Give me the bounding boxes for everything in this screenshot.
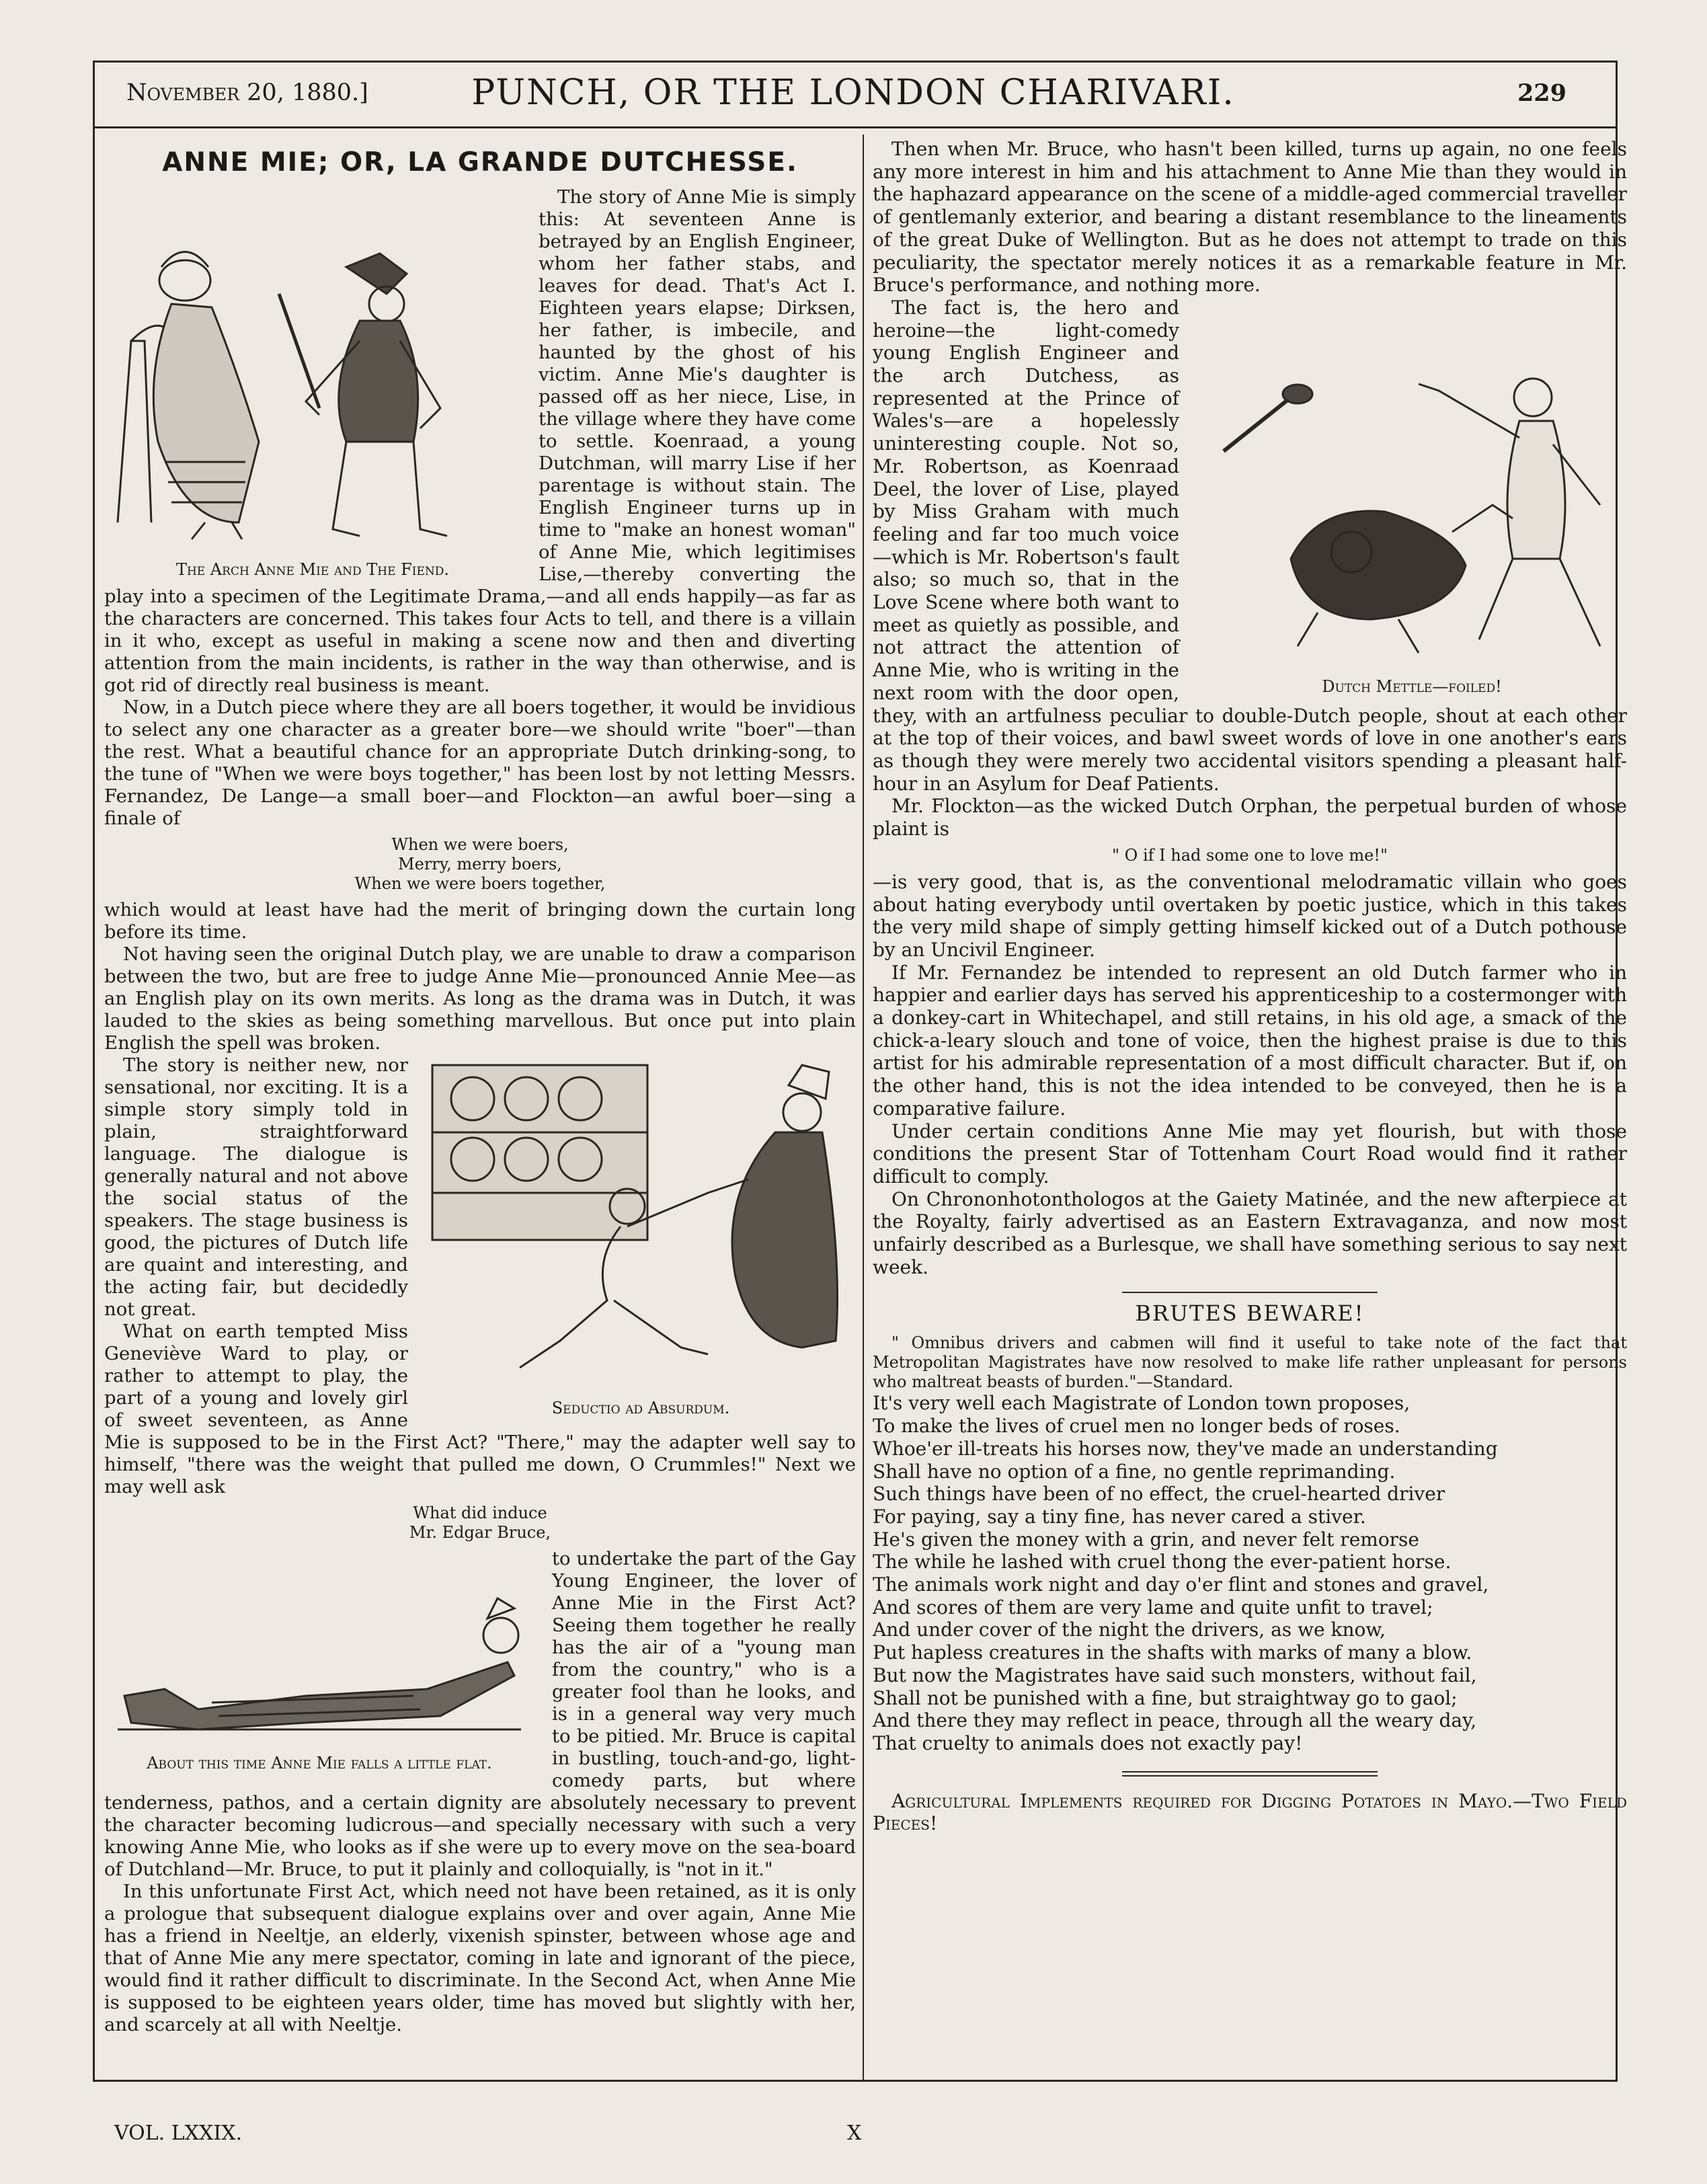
poem-title: BRUTES BEWARE! bbox=[1135, 1300, 1365, 1327]
paragraph: The fact is, the hero and heroine—the light-comedy young English Engineer and the arch Dutchess, as represented at the Prince of Wales's—are a hopelessly uninteresting couple. Not so, Mr. Robertson, as Koenraad Deel, the lover of Lise, played by Miss Graham with much feeling and far too much voice—which is Mr. Robertson's fault also; so much so, that in the Love Scene where both want to meet as quietly as possible, and not attract the attention of Anne Mie, who is writing in the next room with the door open, they, with an artfulness peculiar to double-Dutch people, shout at each other at the top of their voices, and bawl sweet words of love in one another's ears as though they were merely two accidental visitors spending a pleasant half-hour in an Asylum for Deaf Patients. bbox=[873, 296, 1627, 795]
poem-line: Shall have no option of a fine, no gentle reprimanding. bbox=[873, 1460, 1396, 1483]
header-rule bbox=[93, 126, 1618, 128]
paragraph: to undertake the part of the Gay Young Engineer, the lover of Anne Mie in the First Act? Seeing them together he really has the air of a "young man from the country," who is a greater fool than he looks, and is in a general way very much to be pitied. Mr. Bruce is capital in bustling, touch-and-go, light-comedy parts, but where tenderness, pathos, and a certain dignity are absolutely necessary to prevent the character becoming ludicrous—and specially necessary with such a very knowing Anne Mie, who looks as if she were up to every move on the sea-board of Dutchland—Mr. Bruce, to put it plainly and colloquially, is "not in it." bbox=[104, 1548, 856, 1880]
agricultural-joke: Agricultural Implements required for Digging Potatoes in Mayo.—Two Field Pieces! bbox=[873, 1789, 1627, 1835]
song-verse bbox=[104, 835, 856, 894]
poem-epigraph: " Omnibus drivers and cabmen will find it useful to take note of the fact that Metropolitan Magistrates have now resolved to make life rather unpleasant for persons who maltreat beasts of burden."—Standard. bbox=[873, 1333, 1627, 1392]
poem-line: For paying, say a tiny fine, has never cared a stiver. bbox=[873, 1505, 1366, 1528]
illustration-anne-and-fiend bbox=[104, 240, 521, 556]
poem-line: And under cover of the night the drivers, as we know, bbox=[873, 1618, 1386, 1641]
right-column bbox=[873, 138, 1627, 1835]
section-rule bbox=[1122, 1292, 1378, 1293]
paragraph: Now, in a Dutch piece where they are all boers together, it would be invidious to select any one character as a greater bore—we should write "boer"—than the rest. What a beautiful chance for an appropriate Dutch drinking-song, to the tune of "When we were boys together," has been lost by not letting Messrs. Fernandez, De Lange—a small boer—and Flockton—an awful boer—sing a finale of bbox=[104, 697, 856, 829]
poem-line: It's very well each Magistrate of London town proposes, bbox=[873, 1392, 1411, 1415]
masthead-title: PUNCH, OR THE LONDON CHARIVARI. bbox=[471, 73, 1235, 113]
signature-mark: X bbox=[847, 2121, 862, 2145]
illustration-seductio-ad-absurdum bbox=[426, 1058, 856, 1395]
verse-line: When we were boers together, bbox=[354, 874, 606, 893]
paragraph: —is very good, that is, as the conventional melodramatic villain who goes about hating everybody until overtaken by poetic justice, which in this takes the very mild shape of simply getting himself kicked out of a Dutch pothouse by an Uncivil Engineer. bbox=[873, 870, 1627, 961]
figure-caption: About this time Anne Mie falls a little flat. bbox=[147, 1754, 492, 1772]
poem-line: Put hapless creatures in the shafts with marks of many a blow. bbox=[873, 1641, 1472, 1664]
illustration-dutch-mettle bbox=[1197, 357, 1627, 673]
paragraph: What on earth tempted Miss Geneviève Ward to play, or rather to attempt to play, the part of a young and lovely girl of sweet seventeen, as Anne Mie is supposed to be in the First Act? "There," may the adapter well say to himself, "there was the weight that pulled me down, O Crummles!" Next we may well ask bbox=[104, 1321, 856, 1497]
poem-line: Whoe'er ill-treats his horses now, they've made an understanding bbox=[873, 1437, 1498, 1460]
poem-line: To make the lives of cruel men no longer beds of roses. bbox=[873, 1415, 1400, 1438]
illustration-anne-falls-flat bbox=[104, 1588, 534, 1750]
plaint-line: " O if I had some one to love me!" bbox=[1111, 845, 1388, 865]
paragraph: On Chrononhotonthologos at the Gaiety Matinée, and the new afterpiece at the Royalty, fairly advertised as an Eastern Extravaganza, and now most unfairly described as a Burlesque, we shall have something serious to say next week. bbox=[873, 1187, 1627, 1278]
paragraph: Mr. Flockton—as the wicked Dutch Orphan, the perpetual burden of whose plaint is bbox=[873, 795, 1627, 841]
verse-line: Merry, merry boers, bbox=[398, 855, 562, 873]
figure-caption: The Arch Anne Mie and The Fiend. bbox=[175, 560, 450, 579]
left-column bbox=[104, 138, 856, 2036]
article-title: ANNE MIE; OR, LA GRANDE DUTCHESSE. bbox=[162, 147, 798, 178]
double-rule bbox=[1122, 1771, 1378, 1777]
figure-caption: Dutch Mettle—foiled! bbox=[1322, 676, 1502, 696]
question-verse bbox=[104, 1504, 856, 1543]
figure-dutch-mettle bbox=[1197, 357, 1627, 697]
volume-label: VOL. LXXIX. bbox=[114, 2121, 243, 2145]
poem-line: He's given the money with a grin, and never felt remorse bbox=[873, 1528, 1419, 1551]
figure-falls-flat bbox=[104, 1588, 534, 1773]
poem-line: The animals work night and day o'er flint and stones and gravel, bbox=[873, 1573, 1489, 1596]
issue-date: November 20, 1880.] bbox=[126, 79, 368, 106]
figure-seductio bbox=[426, 1058, 856, 1418]
poem-line: And there they may reflect in peace, through all the weary day, bbox=[873, 1709, 1477, 1732]
paragraph: which would at least have had the merit of bringing down the curtain long before its time. bbox=[104, 899, 856, 943]
running-header bbox=[100, 65, 1607, 125]
column-divider bbox=[863, 134, 864, 2080]
poem-body bbox=[873, 1392, 1627, 1754]
poem-line: Shall not be punished with a fine, but straightway go to gaol; bbox=[873, 1686, 1458, 1709]
poem-line: The while he lashed with cruel thong the ever-patient horse. bbox=[873, 1551, 1452, 1573]
figure-arch-anne-mie bbox=[104, 240, 521, 580]
paragraph: Then when Mr. Bruce, who hasn't been killed, turns up again, no one feels any more interest in him and his attachment to Anne Mie than they would in the haphazard appearance on the scene of a middle-aged commercial traveller of gentlemanly exterior, and bearing a distant resemblance to the lineaments of the great Duke of Wellington. But as he does not attempt to trade on this peculiarity, the spectator merely notices it as a remarkable feature in Mr. Bruce's performance, and nothing more. bbox=[873, 138, 1627, 297]
verse-line: What did induce bbox=[413, 1504, 547, 1522]
paragraph: Not having seen the original Dutch play, we are unable to draw a comparison between the two, but are free to judge Anne Mie—pronounced Annie Mee—as an English play on its own merits. As long as the drama was in Dutch, it was lauded to the skies as being something marvellous. But once put into plain English the spell was broken. bbox=[104, 943, 856, 1054]
paragraph: Under certain conditions Anne Mie may yet flourish, but with those conditions the present Star of Tottenham Court Road would find it rather difficult to comply. bbox=[873, 1120, 1627, 1187]
paragraph: The story is neither new, nor sensational, nor exciting. It is a simple story simply told in plain, straightforward language. The dialogue is generally natural and not above the social status of the speakers. The stage business is good, the pictures of Dutch life are quaint and interesting, and the acting fair, but decidedly not great. bbox=[104, 1054, 408, 1320]
figure-caption: Seductio ad Absurdum. bbox=[551, 1399, 730, 1417]
paragraph: In this unfortunate First Act, which need not have been retained, as it is only a prologue that subsequent dialogue explains over and over again, Anne Mie has a friend in Neeltje, an elderly, vixenish spinster, between whose age and that of Anne Mie any mere spectator, coming in late and ignorant of the piece, would find it rather difficult to discriminate. In the Second Act, when Anne Mie is supposed to be eighteen years older, time has moved but slightly with her, and scarcely at all with Neeltje. bbox=[104, 1881, 856, 2035]
paragraph: If Mr. Fernandez be intended to represent an old Dutch farmer who in happier and earlier days has served his apprenticeship to a costermonger with a donkey-cart in Whitechapel, and still retains, in his old age, a smack of the chick-a-leary slouch and tone of voice, then the highest praise is due to this artist for his admirable representation of a most difficult character. But if, on the other hand, this is not the idea intended to be conveyed, then he is a comparative failure. bbox=[873, 961, 1627, 1120]
page-number: 229 bbox=[1517, 79, 1566, 107]
poem-line: Such things have been of no effect, the cruel-hearted driver bbox=[873, 1483, 1445, 1506]
poem-line: But now the Magistrates have said such monsters, without fail, bbox=[873, 1664, 1477, 1686]
paragraph: The story of Anne Mie is simply this: At seventeen Anne is betrayed by an English Engineer, whom her father stabs, and leaves for dead. That's Act I. Eighteen years elapse; Dirksen, her father, is imbecile, and haunted by the ghost of his victim. Anne Mie's daughter is passed off as her niece, Lise, in the village where they have come to settle. Koenraad, a young Dutchman, will marry Lise if her parentage is without stain. The English Engineer turns up in time to "make an honest woman" of Anne Mie, which legitimises Lise,—thereby converting the play into a specimen of the Legitimate Drama,—and all ends happily—as far as the characters are concerned. This takes four Acts to tell, and there is a villain in it who, except as useful in making a scene now and then and diverting attention from the main incidents, is rather in the way than otherwise, and is got rid of directly real business is meant. bbox=[104, 186, 856, 696]
poem-line: And scores of them are very lame and quite unfit to travel; bbox=[873, 1596, 1433, 1618]
poem-line: That cruelty to animals does not exactly pay! bbox=[873, 1732, 1303, 1754]
verse-line: Mr. Edgar Bruce, bbox=[409, 1523, 551, 1542]
verse-line: When we were boers, bbox=[391, 835, 569, 854]
